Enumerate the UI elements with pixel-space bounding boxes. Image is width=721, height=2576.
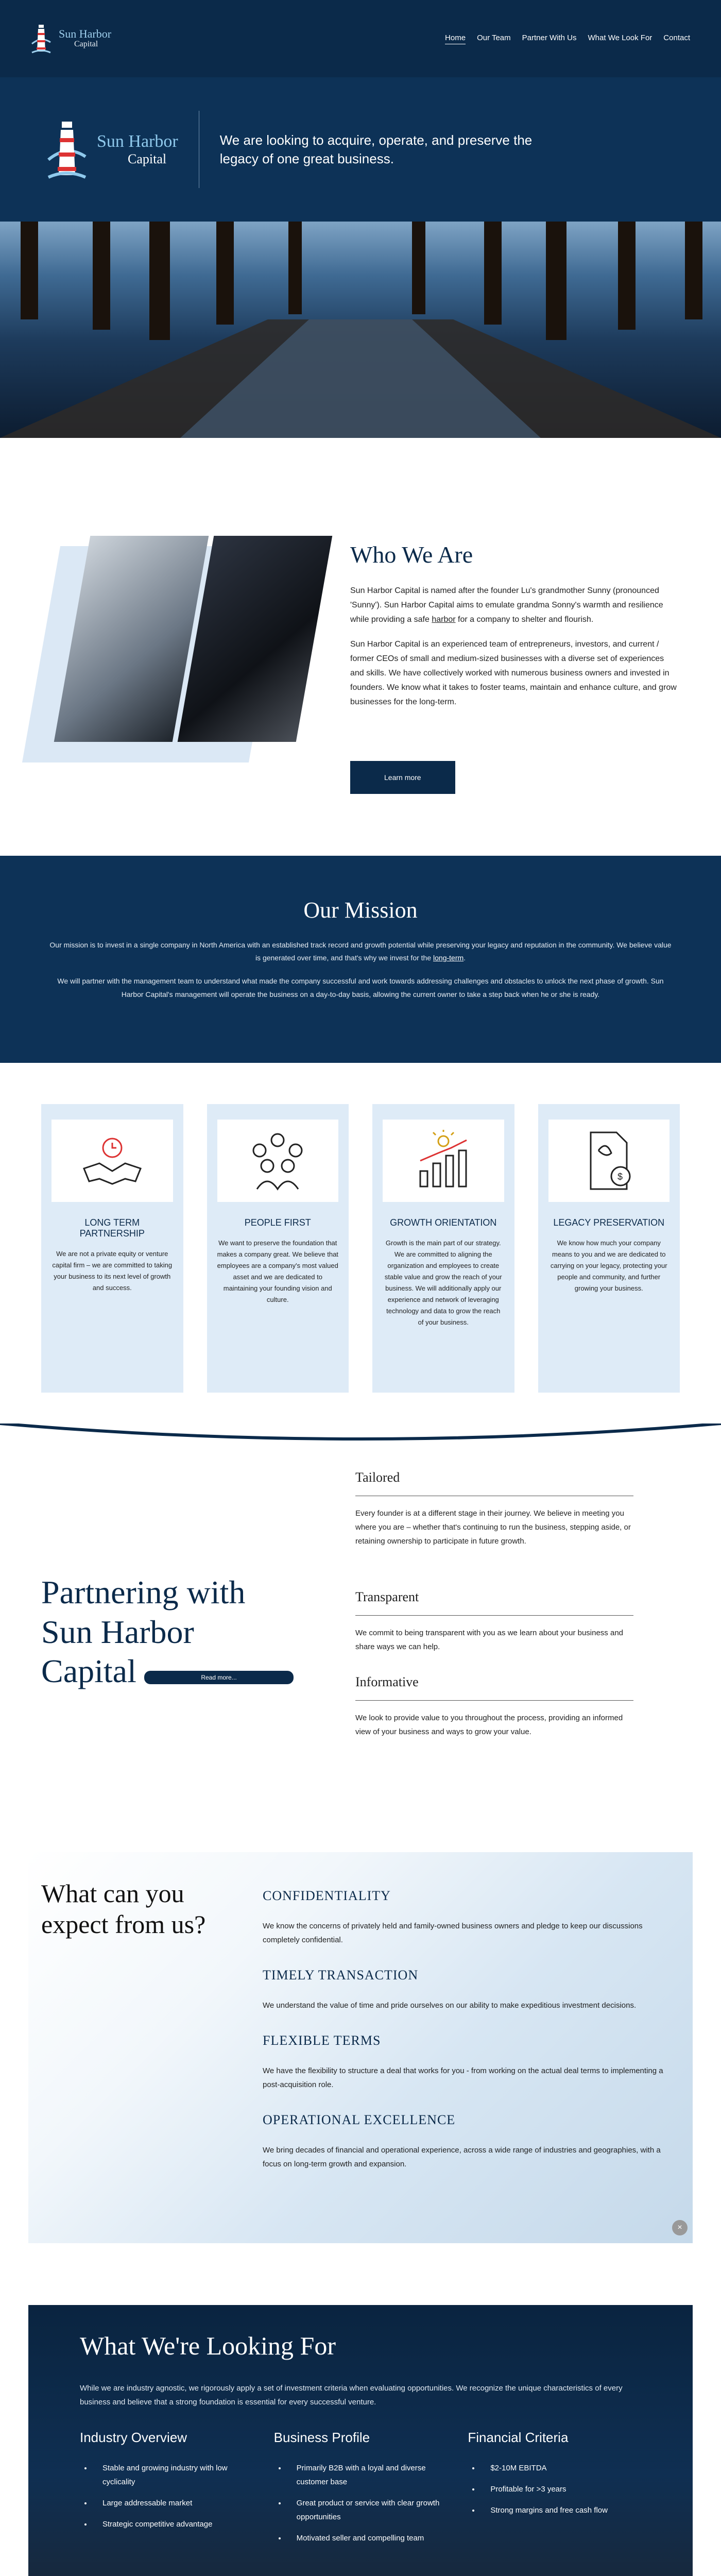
industry-overview-column: Industry Overview • Stable and growing industry with low cyclicality • Large addressable market • Strategic competitive advantage [80,2430,253,2552]
hero-brand-bottom: Capital [128,151,167,166]
nav-home[interactable]: Home [445,33,466,44]
looking-title: What We're Looking For [80,2331,336,2360]
nav-partner-with-us[interactable]: Partner With Us [522,33,577,42]
nav-links [445,33,690,44]
value-text: We know how much your company means to you and we are dedicated to carrying on your legacy, protecting your people and community, and further growing your business. [550,1239,667,1293]
top-nav [0,0,721,77]
hero-pier-photo [0,222,721,438]
value-card-legacy-preservation [538,1104,680,1393]
harbor-link[interactable]: harbor [432,615,456,624]
partner-informative: Informative We look to provide value to you throughout the process, providing an informed view of your business and ways to grow your value. [355,1674,633,1739]
learn-more-button[interactable]: Learn more [350,761,455,794]
list-item: • Strong margins and free cash flow [480,2503,641,2517]
hero-tagline: We are looking to acquire, operate, and preserve the legacy of one great business. [219,132,533,166]
values-cards [0,1063,721,1423]
mission-title: Our Mission [303,897,418,923]
who-paragraph-2: Sun Harbor Capital is an experienced team of entrepreneurs, investors, and current / former CEOs of small and medium-sized businesses with a diverse set of experiences and skills. We have collectively worked with numerous business owners and invested in founders. We know what it takes to foster teams, maintain and enhance culture, and grow businesses for the long-term. [350,640,677,706]
hero-banner [0,77,721,222]
business-handshake-image [41,536,319,752]
looking-for-section [28,2305,693,2576]
mission-paragraph-2: We will partner with the management team to understand what made the company successful and work towards addressing challenges and obstacles to unlock the next phase of growth. Sun Harbor Capital's management will operate the business on a day-to-day basis, allowing the current owner to take a step back when he or she is ready. [57,977,664,998]
document-icon [575,1130,642,1192]
list-item: • Strategic competitive advantage [92,2517,253,2531]
lighthouse-logo-icon [31,21,52,57]
value-title: LONG TERM PARTNERSHIP [79,1217,145,1239]
handshake-icon [79,1132,146,1189]
nav-what-we-look-for[interactable]: What We Look For [588,33,653,42]
partner-transparent: Transparent We commit to being transparent with you as we learn about your business and share ways we can help. [355,1589,633,1654]
section-curve-divider [0,1423,721,1444]
business-profile-column: Business Profile • Primarily B2B with a loyal and diverse customer base • Great product or service with clear growth opportunities • Motivated seller and compelling team [274,2430,448,2552]
who-paragraph-1: Sun Harbor Capital is named after the founder Lu's grandmother Sunny (pronounced 'Sunny'). Sun Harbor Capital aims to emulate grandma Sonny's warmth and resilience while providing a safe harbor for a company to shelter and flourish. [350,586,663,624]
partnering-section [0,1423,721,1821]
value-card-growth-orientation [372,1104,514,1393]
growth-chart-icon [410,1130,477,1192]
list-item: • Motivated seller and compelling team [286,2531,448,2545]
nav-logo[interactable] [31,21,111,57]
value-text: We are not a private equity or venture capital firm – we are committed to taking your business to its next level of growth and success. [52,1249,173,1292]
nav-contact[interactable]: Contact [663,33,690,42]
expect-operational-excellence: OPERATIONAL EXCELLENCE We bring decades of financial and operational experience, across a wide range of industries and geographies, with a focus on long-term growth and expansion. [263,2112,661,2168]
value-text: We want to preserve the foundation that makes a company great. We believe that employees are a company's most valued asset and we are dedicated to maintaining your founding vision and culture. [217,1239,338,1304]
value-title: GROWTH ORIENTATION [390,1217,497,1228]
brand-name-top: Sun Harbor [59,27,112,40]
list-item: • Great product or service with clear growth opportunities [286,2496,448,2524]
hero-brand-top: Sun Harbor [97,132,178,151]
value-card-long-term-partnership [41,1104,183,1393]
expect-timely-transaction: TIMELY TRANSACTION We understand the value of time and pride ourselves on our ability to make expeditious investment decisions. [263,1967,637,2010]
brand-name-bottom: Capital [74,40,98,48]
partnering-title: Partnering with Sun Harbor Capital [41,1573,246,1690]
long-term-link[interactable]: long-term [433,954,464,962]
expect-title: What can you expect from us? [41,1878,206,1939]
read-more-button[interactable]: Read more... [144,1671,294,1684]
our-mission-section [0,856,721,1063]
nav-our-team[interactable]: Our Team [477,33,511,42]
what-to-expect-section [28,1852,693,2243]
value-title: LEGACY PRESERVATION [553,1217,665,1228]
expect-flexible-terms: FLEXIBLE TERMS We have the flexibility to structure a deal that works for you - from working on the actual deal terms to implementing a post-acquisition role. [263,2032,663,2089]
list-item: • Profitable for >3 years [480,2482,641,2496]
value-text: Growth is the main part of our strategy. We are committed to aligning the organization and employees to create stable value and grow the reach of your business. We will additionally apply our experience and network of leveraging technology and data to grow the reach of your business. [384,1239,502,1327]
value-card-people-first [207,1104,349,1393]
who-we-are-title: Who We Are [350,541,473,568]
partner-tailored: Tailored Every founder is at a different stage in their journey. We believe in meeting you where you are – whether that's continuing to run the business, stepping aside, or retaining ownership to participate in future growth. [355,1470,633,1548]
financial-criteria-column: Financial Criteria • $2-10M EBITDA • Profitable for >3 years • Strong margins and free cash flow [468,2430,641,2552]
looking-intro: While we are industry agnostic, we rigorously apply a set of investment criteria when evaluating opportunities. We recognize the unique characteristics of every business and believe that a strong foundation is essential for every successful venture. [80,2383,623,2406]
value-title: PEOPLE FIRST [244,1217,311,1228]
expect-confidentiality: CONFIDENTIALITY We know the concerns of privately held and family-owned business owners and pledge to keep our discussions completely confidential. [263,1888,643,1944]
mission-paragraph-1: Our mission is to invest in a single company in North America with an established track record and growth potential while preserving your legacy and reputation in the community. We believe value is generated over time, and that's why we invest for the long-term. [49,941,672,962]
list-item: • Primarily B2B with a loyal and diverse customer base [286,2461,448,2489]
list-item: • Stable and growing industry with low cyclicality [92,2461,253,2489]
who-we-are-section [0,438,721,856]
svg-text:$: $ [617,1171,623,1182]
hero-logo [46,113,178,185]
list-item: • $2-10M EBITDA [480,2461,641,2475]
list-item: • Large addressable market [92,2496,253,2510]
close-icon[interactable]: × [672,2220,688,2235]
people-icon [244,1130,311,1192]
lighthouse-logo-icon [46,113,88,185]
